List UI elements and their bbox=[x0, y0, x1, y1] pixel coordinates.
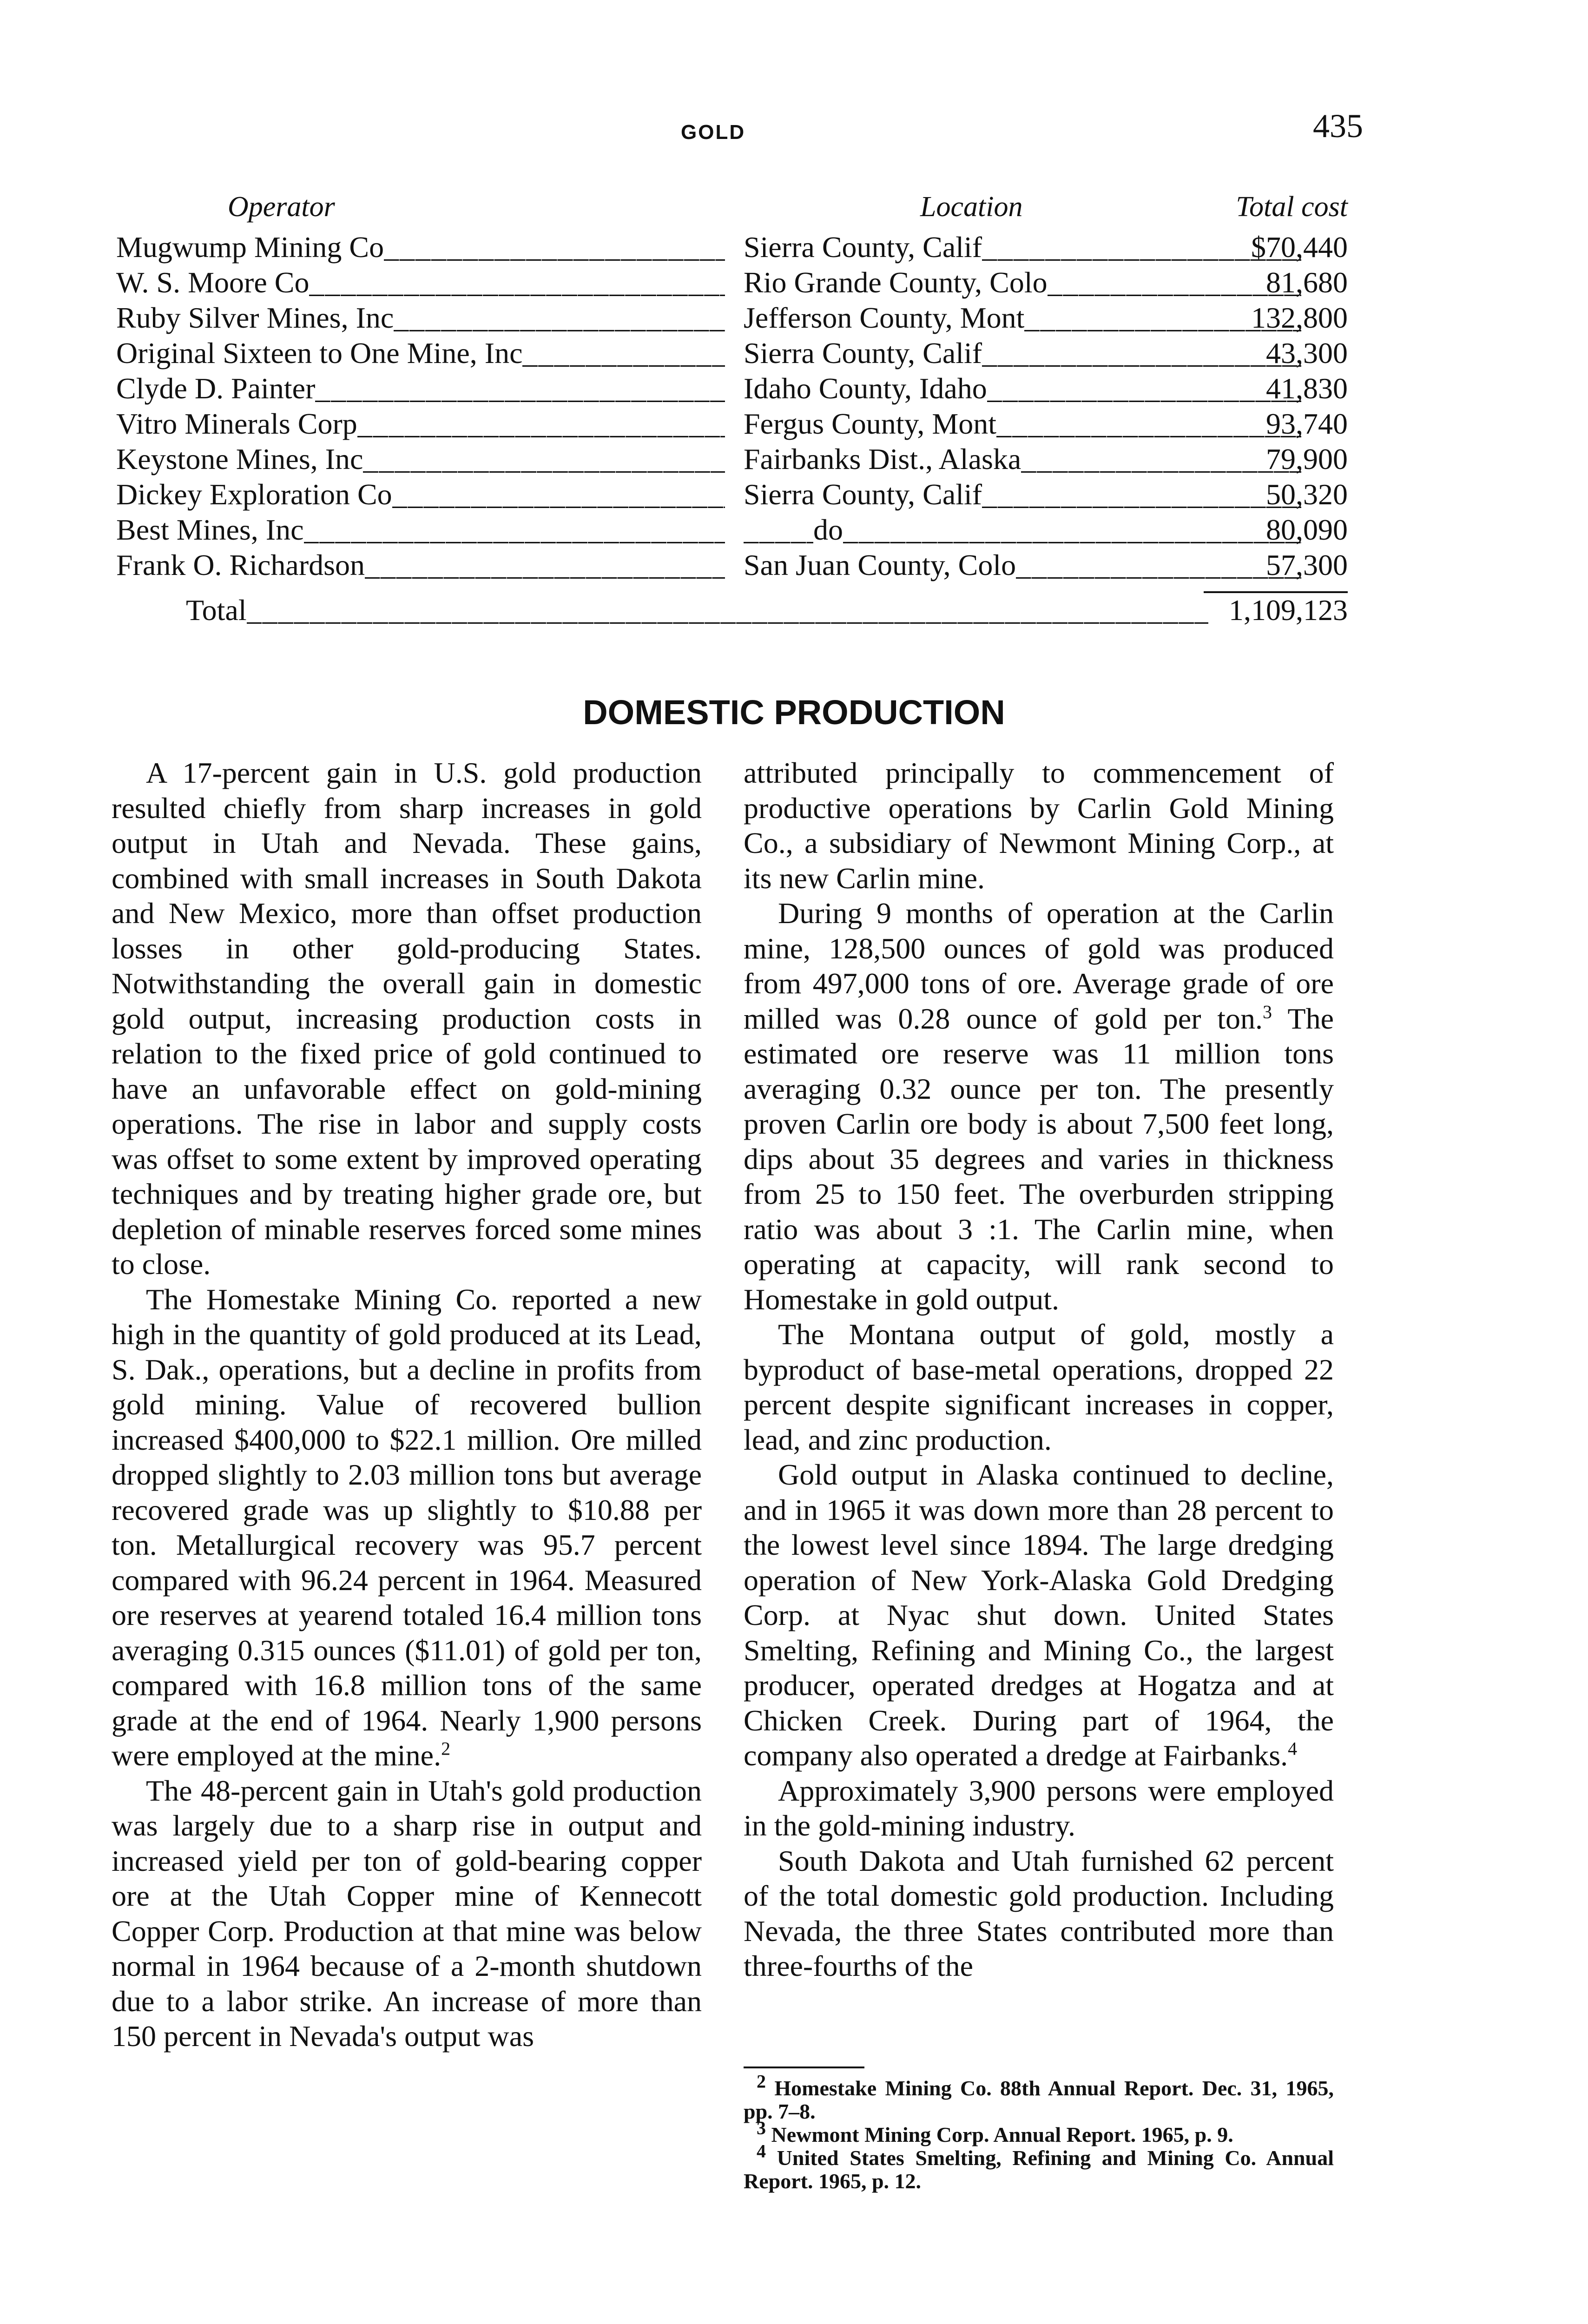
location-cell: Fergus County, Mont bbox=[744, 407, 997, 440]
footnote: $^3$ Newmont Mining Corp. Annual Report. 1965, p. 9. bbox=[757, 2117, 1233, 2146]
cost-cell: 81,680 bbox=[1266, 266, 1348, 299]
operator-cell: Dickey Exploration Co bbox=[116, 478, 392, 511]
location-cell: do bbox=[813, 513, 843, 546]
cost-cell: 57,300 bbox=[1266, 548, 1348, 581]
table-row bbox=[116, 230, 1348, 265]
operator-cell: Vitro Minerals Corp bbox=[116, 407, 357, 440]
paragraph: Approximately 3,900 persons were employed in the gold-mining industry. bbox=[744, 1774, 1334, 1842]
operator-cell: Original Sixteen to One Mine, Inc bbox=[116, 337, 523, 370]
header-operator: Operator bbox=[228, 191, 335, 223]
location-cell: Sierra County, Calif bbox=[744, 231, 982, 264]
paragraph: A 17-percent gain in U.S. gold production resulted chiefly from sharp increases in gold output in Utah and Nevada. These gains, combined with small increases in South Dakota and New Mexico, more than offset production losses in other gold-producing States. Notwithstanding the overall gain in domestic gold output, increasing production costs in relation to the fixed price of gold continued to have an unfavorable effect on gold-mining operations. The rise in labor and supply costs was offset to some extent by improved operating techniques and by treating higher grade ore, but depletion of minable reserves forced some mines to close. bbox=[112, 756, 702, 1281]
location-cell: San Juan County, Colo bbox=[744, 548, 1016, 581]
cost-cell: 93,740 bbox=[1266, 407, 1348, 440]
total-value: 1,109,123 bbox=[1229, 594, 1348, 627]
cost-cell: 50,320 bbox=[1266, 478, 1348, 511]
location-cell: Sierra County, Calif bbox=[744, 337, 982, 370]
location-cell: Jefferson County, Mont bbox=[744, 301, 1025, 334]
location-cell: Idaho County, Idaho bbox=[744, 372, 987, 405]
cost-table bbox=[116, 191, 1348, 631]
paragraph: Gold output in Alaska continued to decline, and in 1965 it was down more than 28 percent to the lowest level since 1894. The large dredging operation of New York-Alaska Gold Dredging Corp. at Nyac shut down. United States Smelting, Refining and Mining Co., the largest producer, operated dredges at Hogatza and at Chicken Creek. During part of 1964, the company also operated a dredge at Fairbanks.$^4$ bbox=[744, 1458, 1334, 1772]
location-cell: Fairbanks Dist., Alaska bbox=[744, 442, 1021, 475]
running-title: GOLD bbox=[681, 121, 746, 144]
section-title: DOMESTIC PRODUCTION bbox=[583, 693, 1005, 732]
footnote-rule bbox=[744, 2067, 864, 2068]
cost-cell: 43,300 bbox=[1266, 337, 1348, 370]
location-cell: Sierra County, Calif bbox=[744, 478, 982, 511]
table-row bbox=[116, 442, 1348, 477]
table-row bbox=[116, 548, 1348, 583]
table-row bbox=[116, 336, 1348, 371]
footnote: $^2$ Homestake Mining Co. 88th Annual Report. Dec. 31, 1965, pp. 7–8. bbox=[744, 2071, 1334, 2123]
right-column bbox=[744, 755, 1334, 1984]
footnote-ref: 3 bbox=[1263, 1001, 1272, 1023]
paragraph: The Montana output of gold, mostly a byproduct of base-metal operations, dropped 22 percent despite significant increases in copper, lead, and zinc production. bbox=[744, 1318, 1334, 1456]
paragraph: The Homestake Mining Co. reported a new high in the quantity of gold produced at its Lead, S. Dak., operations, but a decline in profits from gold mining. Value of recovered bullion increased $400,000 to $22.1 million. Ore milled dropped slightly to 2.03 million tons but average recovered grade was up slightly to $10.88 per ton. Metallurgical recovery was 95.7 percent compared with 96.24 percent in 1964. Measured ore reserves at yearend totaled 16.4 million tons averaging 0.315 ounces ($11.01) of gold per ton, compared with 16.8 million tons of the same grade at the end of 1964. Nearly 1,900 persons were employed at the mine.$^2$ bbox=[112, 1282, 702, 1772]
table-row bbox=[116, 512, 1348, 548]
operator-cell: Best Mines, Inc bbox=[116, 513, 304, 546]
paragraph: South Dakota and Utah furnished 62 percent of the total domestic gold production. Including Nevada, the three States contributed more than three-fourths of the bbox=[744, 1844, 1334, 1982]
table-header bbox=[116, 191, 1348, 230]
footnotes bbox=[744, 2067, 1334, 2193]
table-row bbox=[116, 406, 1348, 442]
operator-cell: Frank O. Richardson bbox=[116, 548, 365, 581]
cost-cell: $70,440 bbox=[1251, 231, 1348, 264]
header-location: Location bbox=[920, 191, 1023, 223]
table-row bbox=[116, 371, 1348, 406]
operator-cell: Ruby Silver Mines, Inc bbox=[116, 301, 394, 334]
footnote-ref: 2 bbox=[441, 1738, 451, 1759]
left-column bbox=[112, 755, 702, 2054]
cost-cell: 41,830 bbox=[1266, 372, 1348, 405]
total-label: Total bbox=[186, 594, 247, 627]
page-number: 435 bbox=[1313, 107, 1363, 145]
operator-cell: Keystone Mines, Inc bbox=[116, 442, 363, 475]
table-row bbox=[116, 265, 1348, 300]
table-total-row bbox=[116, 589, 1348, 631]
operator-cell: Clyde D. Painter bbox=[116, 372, 316, 405]
paragraph: attributed principally to commencement of productive operations by Carlin Gold Mining Co., a subsidiary of Newmont Mining Corp., at its new Carlin mine. bbox=[744, 756, 1334, 895]
operator-cell: Mugwump Mining Co bbox=[116, 231, 384, 264]
header-total-cost: Total cost bbox=[1236, 191, 1348, 223]
footnote-ref: 4 bbox=[1288, 1738, 1298, 1759]
table-row bbox=[116, 477, 1348, 512]
location-cell: Rio Grande County, Colo bbox=[744, 266, 1048, 299]
paragraph: During 9 months of operation at the Carlin mine, 128,500 ounces of gold was produced from 497,000 tons of ore. Average grade of ore milled was 0.28 ounce of gold per ton.$^3$ The estimated ore reserve was 11 million tons averaging 0.32 ounce per ton. The presently proven Carlin ore body is about 7,500 feet long, dips about 35 degrees and varies in thickness from 25 to 150 feet. The overburden stripping ratio was about 3 :1. The Carlin mine, when operating at capacity, will rank second to Homestake in gold output. bbox=[744, 897, 1334, 1316]
operator-cell: W. S. Moore Co bbox=[116, 266, 310, 299]
footnote: $^4$ United States Smelting, Refining and Mining Co. Annual Report. 1965, p. 12. bbox=[744, 2140, 1334, 2193]
paragraph: The 48-percent gain in Utah's gold production was largely due to a sharp rise in output and increased yield per ton of gold-bearing copper ore at the Utah Copper mine of Kennecott Copper Corp. Production at that mine was below normal in 1964 because of a 2-month shutdown due to a labor strike. An increase of more than 150 percent in Nevada's output was bbox=[112, 1774, 702, 2053]
cost-cell: 79,900 bbox=[1266, 442, 1348, 475]
running-head bbox=[0, 107, 1588, 153]
cost-cell: 80,090 bbox=[1266, 513, 1348, 546]
cost-cell: 132,800 bbox=[1251, 301, 1348, 334]
table-row bbox=[116, 300, 1348, 336]
